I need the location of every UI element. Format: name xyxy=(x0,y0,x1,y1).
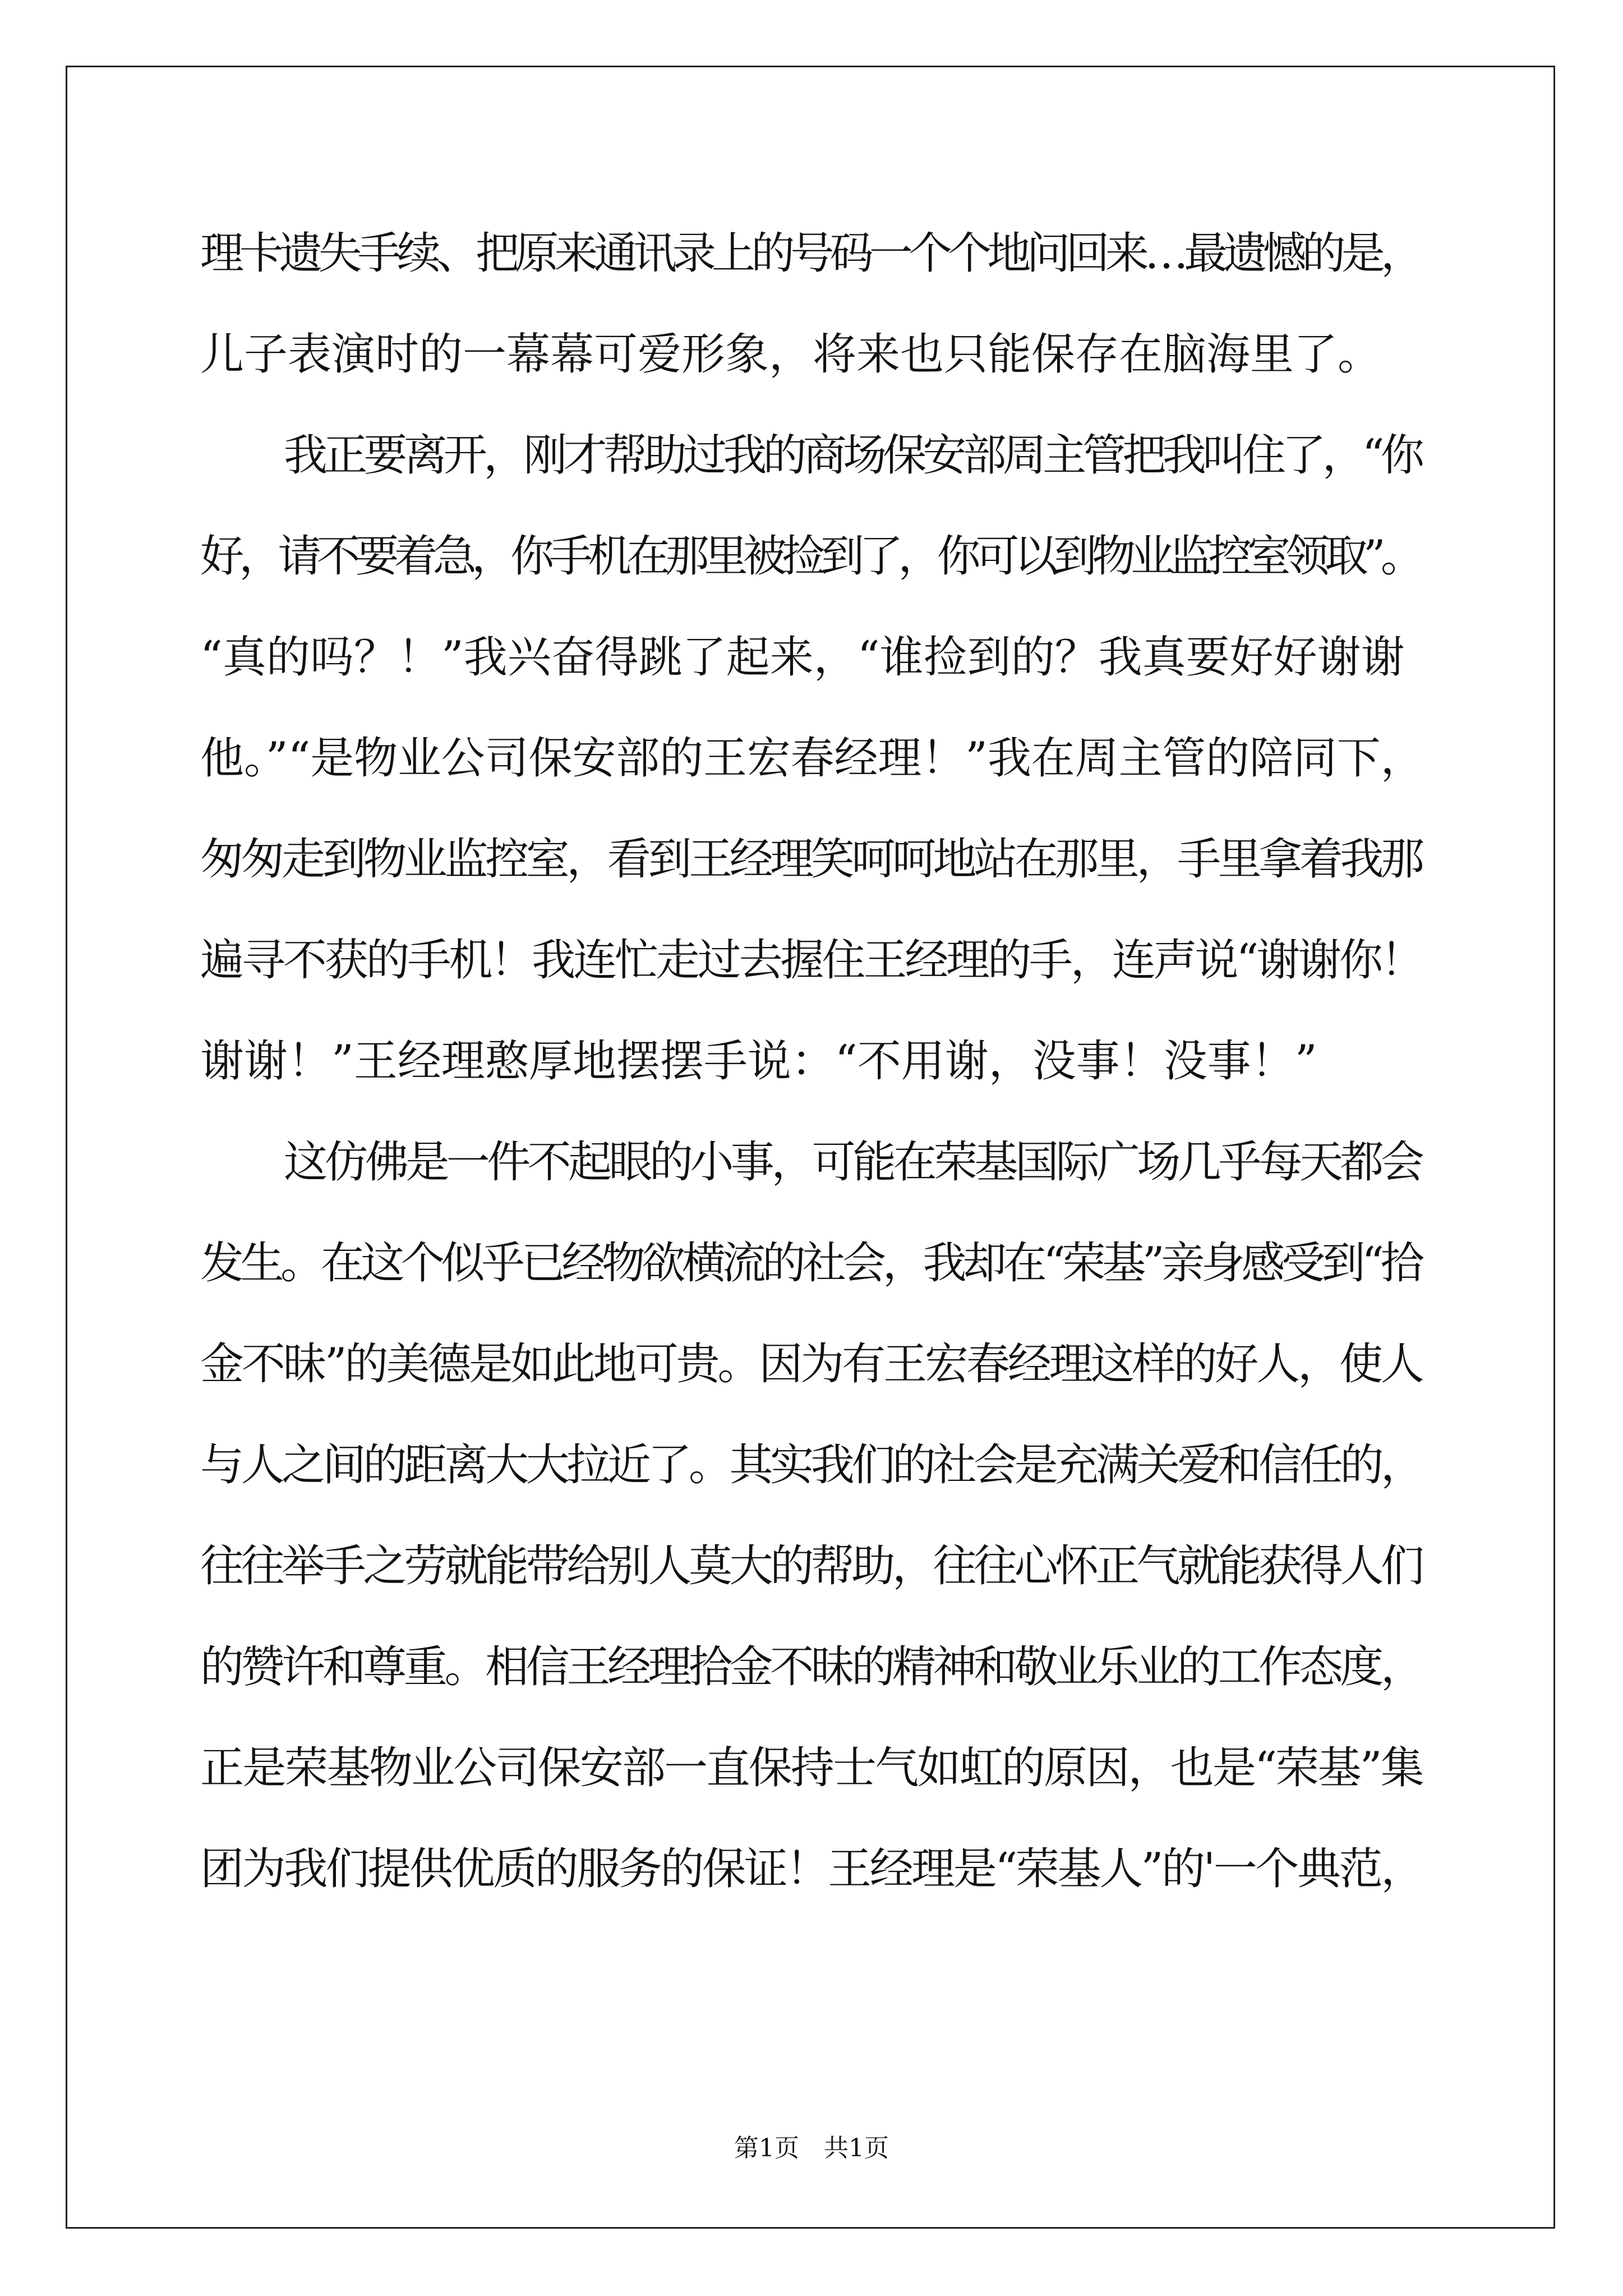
text-line: 遍寻不获的手机！我连忙走过去握住王经理的手，连声说“谢谢你！ xyxy=(200,935,1422,986)
text-line: 金不昧”的美德是如此地可贵。因为有王宏春经理这样的好人，使人 xyxy=(200,1339,1422,1389)
text-line: 谢谢！”王经理憨厚地摆摆手说：“不用谢，没事！没事！” xyxy=(200,1036,1317,1087)
text-line: 好，请不要着急，你手机在那里被捡到了，你可以到物业监控室领取”。 xyxy=(200,531,1420,582)
paragraph-start-line: 我正要离开，刚才帮助过我的商场保安部周主管把我叫住了，“你 xyxy=(284,430,1421,481)
text-line: “真的吗？！”我兴奋得跳了起来，“谁捡到的？我真要好好谢谢 xyxy=(200,632,1405,683)
text-line: 发生。在这个似乎已经物欲横流的社会，我却在“荣基”亲身感受到“拾 xyxy=(200,1238,1421,1289)
text-line: 理卡遗失手续、把原来通讯录上的号码一个个地问回来…最遗憾的是， xyxy=(200,228,1421,279)
text-line: 往往举手之劳就能带给别人莫大的帮助，往往心怀正气就能获得人们 xyxy=(200,1541,1422,1591)
paragraph-start-line: 这仿佛是一件不起眼的小事，可能在荣基国际广场几乎每天都会 xyxy=(284,1137,1422,1188)
text-line: 团为我们提供优质的服务的保证！王经理是“荣基人”的'一个典范， xyxy=(200,1844,1423,1894)
text-line: 正是荣基物业公司保安部一直保持士气如虹的原因，也是“荣基”集 xyxy=(200,1743,1423,1793)
text-line: 匆匆走到物业监控室，看到王经理笑呵呵地站在那里，手里拿着我那 xyxy=(200,834,1422,885)
text-line: 的赞许和尊重。相信王经理拾金不昧的精神和敬业乐业的工作态度， xyxy=(200,1642,1422,1692)
text-line: 儿子表演时的一幕幕可爱形象，将来也只能保存在脑海里了。 xyxy=(200,329,1382,380)
page-number-footer: 第1页 共1页 xyxy=(734,2134,889,2162)
text-line: 他。”“是物业公司保安部的王宏春经理！”我在周主管的陪同下， xyxy=(200,733,1424,784)
text-line: 与人之间的距离大大拉近了。其实我们的社会是充满关爱和信任的， xyxy=(200,1440,1422,1490)
